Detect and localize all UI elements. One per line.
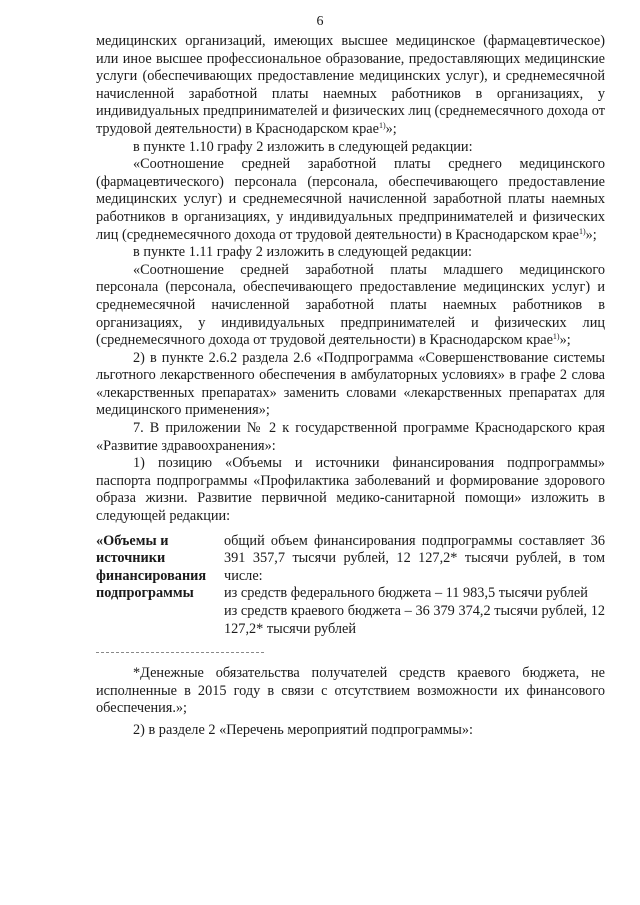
paragraph-appendix-2: 7. В приложении № 2 к государственной программе Краснодарского края «Развитие здравоохранения»: <box>96 420 605 454</box>
page-number: 6 <box>316 14 324 29</box>
paragraph-item-2-6-2: 2) в пункте 2.6.2 раздела 2.6 «Подпрограмма «Совершенствование системы льготного лекарственного обеспечения в амбулаторных условиях» в графе 2 слова «лекарственных препаратах» заменить словами «лекарственных препаратах для медицинского применения»; <box>96 349 605 419</box>
financing-table-label: «Объемы и источники финансирования подпрограммы <box>96 532 207 602</box>
footnote-separator <box>96 652 264 653</box>
footnote: *Денежные обязательства получателей средств краевого бюджета, не исполненные в 2015 году в связи с отсутствием возможности их финансового обеспечения.»; <box>96 665 605 717</box>
paragraph-section-2: 2) в разделе 2 «Перечень мероприятий подпрограммы»: <box>133 721 473 738</box>
paragraph-position-financing: 1) позицию «Объемы и источники финансирования подпрограммы» паспорта подпрограммы «Профилактика заболеваний и формирование здорового образа жизни. Развитие первичной медико-санитарной помощи» изложить в следующей редакции: <box>96 455 605 525</box>
paragraph-item-1-10: в пункте 1.10 графу 2 изложить в следующей редакции: <box>133 138 473 155</box>
financing-table-values <box>224 533 605 639</box>
financing-regional: из средств краевого бюджета – 36 379 374,2 тысячи рублей, 12 127,2* тысячи рублей <box>224 603 605 637</box>
financing-total: общий объем финансирования подпрограммы составляет 36 391 357,7 тысячи рублей, 12 127,2* тысячи рублей, в том числе: <box>224 532 605 584</box>
paragraph-continuation: медицинских организаций, имеющих высшее медицинское (фармацевтическое) или иное высшее профессиональное образование, предоставляющих медицинские услуги (обеспечивающих предоставление медицинских услуг), и среднемесячной начисленной заработной платы наемных работников в организациях, у индивидуальных предпринимателей и физических лиц (среднемесячного дохода от трудовой деятельности) в Краснодарском крае$^{1)}$»; <box>96 33 605 137</box>
document-body <box>96 33 605 740</box>
financing-federal: из средств федерального бюджета – 11 983,5 тысячи рублей <box>224 585 588 602</box>
paragraph-quote-1-11: «Соотношение средней заработной платы младшего медицинского персонала (персонала, обеспечивающего предоставление медицинских услуг) и среднемесячной начисленной заработной платы наемных работников в организациях, у индивидуальных предпринимателей и физических лиц (среднемесячного дохода от трудовой деятельности) в Краснодарском крае$^{1)}$»; <box>96 261 605 349</box>
financing-table <box>96 533 605 639</box>
paragraph-item-1-11: в пункте 1.11 графу 2 изложить в следующей редакции: <box>133 244 473 261</box>
paragraph-quote-1-10: «Соотношение средней заработной платы среднего медицинского (фармацевтического) персонала (персонала, обеспечивающего предоставление медицинских услуг) и среднемесячной начисленной заработной платы наемных работников в организациях, у индивидуальных предпринимателей и физических лиц (среднемесячного дохода от трудовой деятельности) в Краснодарском крае$^{1)}$»; <box>96 156 605 243</box>
